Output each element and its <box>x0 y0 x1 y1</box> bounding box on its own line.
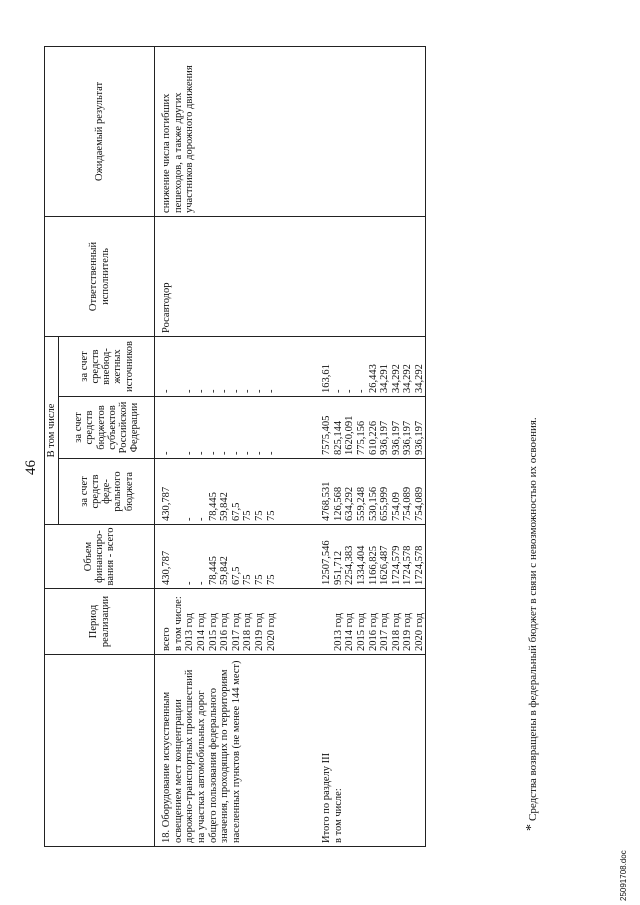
period-label: 2020 год <box>413 613 425 651</box>
regional-value: - <box>253 451 265 455</box>
regional-value: 7575,405 <box>321 415 333 455</box>
period-label: 2017 год <box>379 613 391 651</box>
period-label <box>321 592 333 651</box>
program-measures-table <box>44 46 426 847</box>
offbudget-value: - <box>184 389 196 393</box>
offbudget-value <box>173 340 185 393</box>
offbudget-value: - <box>195 389 207 393</box>
regional-value: 775,156 <box>355 420 367 455</box>
federal-value: 754,089 <box>413 486 425 521</box>
federal-value: 4768,531 <box>321 481 333 521</box>
period-label: 2019 год <box>253 613 265 651</box>
federal-value: 559,248 <box>355 486 367 521</box>
footnote <box>526 417 540 831</box>
regional-value: - <box>184 451 196 455</box>
col-header-in-that: В том числе <box>45 336 59 524</box>
total-value: - <box>184 581 196 585</box>
total-value: 2254,383 <box>344 545 356 585</box>
regional-value: - <box>219 451 231 455</box>
regional-value: 936,197 <box>402 420 414 455</box>
period-label: 2013 год <box>332 613 344 651</box>
regional-value: - <box>195 451 207 455</box>
offbudget-value: - <box>344 389 356 393</box>
regional-value: - <box>207 451 219 455</box>
period-label: 2018 год <box>390 613 402 651</box>
federal-value: - <box>195 517 207 521</box>
total-value: 59,842 <box>219 556 231 585</box>
offbudget-value: - <box>355 389 367 393</box>
item-18-offbudget <box>155 336 277 396</box>
total-value: 12507,546 <box>321 540 333 585</box>
total-value: 1724,578 <box>413 545 425 585</box>
period-label: 2013 год <box>184 613 196 651</box>
col-header-total: Объем финансиро-вания - всего <box>45 525 155 589</box>
offbudget-value: - <box>219 389 231 393</box>
federal-value: 655,999 <box>379 486 391 521</box>
period-label: 2015 год <box>207 613 219 651</box>
offbudget-value: - <box>265 389 277 393</box>
total-value: 75 <box>265 574 277 585</box>
offbudget-value: 34,292 <box>413 364 425 393</box>
total-value: 430,787 <box>161 550 173 585</box>
offbudget-value: 34,292 <box>402 364 414 393</box>
regional-value <box>173 400 185 455</box>
item-18-periods <box>155 589 277 655</box>
offbudget-value: - <box>332 389 344 393</box>
col-header-period: Период реализации <box>45 589 155 655</box>
col-header-measure <box>45 655 155 847</box>
item-18-federal <box>155 459 277 525</box>
period-label: 2015 год <box>355 613 367 651</box>
total-value: - <box>195 581 207 585</box>
section-total-regional <box>321 397 426 459</box>
federal-value: 75 <box>242 510 254 521</box>
total-value: 67,5 <box>230 566 242 585</box>
regional-value: - <box>230 451 242 455</box>
section-total-periods <box>321 589 426 655</box>
section-total-subtitle: в том числе: <box>332 788 344 843</box>
section-total-executor <box>321 216 426 336</box>
federal-value: 126,568 <box>332 486 344 521</box>
regional-value: 936,197 <box>379 420 391 455</box>
section-total-title: Итого по разделу III <box>321 752 333 843</box>
regional-value: 936,197 <box>390 420 402 455</box>
total-value <box>173 528 185 585</box>
document-id: 25091708.doc <box>619 850 628 901</box>
period-label: всего <box>161 627 173 651</box>
total-value: 78,445 <box>207 556 219 585</box>
col-header-offbudget: за счет средств внебюд-жетных источников <box>59 336 155 396</box>
row-spacer <box>277 46 321 846</box>
offbudget-value: 34,291 <box>379 364 391 393</box>
offbudget-value: - <box>242 389 254 393</box>
total-value: 75 <box>242 574 254 585</box>
offbudget-value: - <box>230 389 242 393</box>
page-number: 46 <box>23 460 39 475</box>
section-total-total <box>321 525 426 589</box>
total-value: 1724,579 <box>390 545 402 585</box>
section-total-federal <box>321 459 426 525</box>
federal-value: 430,787 <box>161 486 173 521</box>
regional-value: 1620,091 <box>344 415 356 455</box>
regional-value: 825,144 <box>332 420 344 455</box>
regional-value: 936,197 <box>413 420 425 455</box>
offbudget-value: 163,61 <box>321 364 333 393</box>
federal-value: 530,156 <box>367 486 379 521</box>
offbudget-value: 26,443 <box>367 364 379 393</box>
offbudget-value: - <box>161 389 173 393</box>
period-label: 2019 год <box>402 613 414 651</box>
section-total-result <box>321 46 426 216</box>
total-value: 1166,825 <box>367 546 379 585</box>
item-18-regional <box>155 397 277 459</box>
federal-value: 754,09 <box>390 492 402 521</box>
period-label: 2016 год <box>219 613 231 651</box>
federal-value <box>173 462 185 521</box>
federal-value: 78,445 <box>207 492 219 521</box>
section-total-label <box>321 655 426 847</box>
offbudget-value: - <box>253 389 265 393</box>
table-row-section-total <box>321 46 426 846</box>
total-value: 75 <box>253 574 265 585</box>
total-value: 951,712 <box>332 550 344 585</box>
federal-value: 67,5 <box>230 502 242 521</box>
federal-value: 59,842 <box>219 492 231 521</box>
table-row-item-18 <box>155 46 277 846</box>
section-total-offbudget <box>321 336 426 396</box>
col-header-executor: Ответственный исполнитель <box>45 216 155 336</box>
footnote-text: Средства возвращены в федеральный бюджет в связи с невозможностью их освоения. <box>527 417 539 821</box>
total-value: 1334,404 <box>355 545 367 585</box>
federal-value: - <box>184 517 196 521</box>
regional-value: - <box>161 451 173 455</box>
federal-value: 75 <box>253 510 265 521</box>
footnote-mark: * <box>524 824 539 831</box>
federal-value: 754,089 <box>402 486 414 521</box>
item-18-total <box>155 525 277 589</box>
col-header-federal: за счет средств феде-рального бюджета <box>59 459 155 525</box>
federal-value: 75 <box>265 510 277 521</box>
period-label: в том числе: <box>172 596 184 651</box>
item-18-result: снижение числа погибших пешеходов, а также других участников дорожного движения <box>155 46 277 216</box>
total-value: 1626,487 <box>379 545 391 585</box>
item-18-executor: Росавтодор <box>155 216 277 336</box>
period-label: 2018 год <box>242 613 254 651</box>
federal-value: 634,292 <box>344 486 356 521</box>
period-label: 2017 год <box>230 613 242 651</box>
period-label: 2020 год <box>265 613 277 651</box>
offbudget-value: - <box>207 389 219 393</box>
col-header-regional: за счет средств бюджетов субъектов Российской Федерации <box>59 397 155 459</box>
regional-value: 610,226 <box>367 420 379 455</box>
item-18-name: 18. Оборудование искусственным освещением мест концентрации дорожно-транспортных происшествий на участках автомобильных дорог общего пользования федерального значения, проходящих по территориям населенных пунктов (не менее 144 мест) <box>155 655 277 847</box>
total-value: 1724,578 <box>402 545 414 585</box>
offbudget-value: 34,292 <box>390 364 402 393</box>
regional-value: - <box>242 451 254 455</box>
regional-value: - <box>265 451 277 455</box>
period-label: 2016 год <box>367 613 379 651</box>
period-label: 2014 год <box>344 613 356 651</box>
col-header-result: Ожидаемый результат <box>45 46 155 216</box>
period-label: 2014 год <box>195 613 207 651</box>
